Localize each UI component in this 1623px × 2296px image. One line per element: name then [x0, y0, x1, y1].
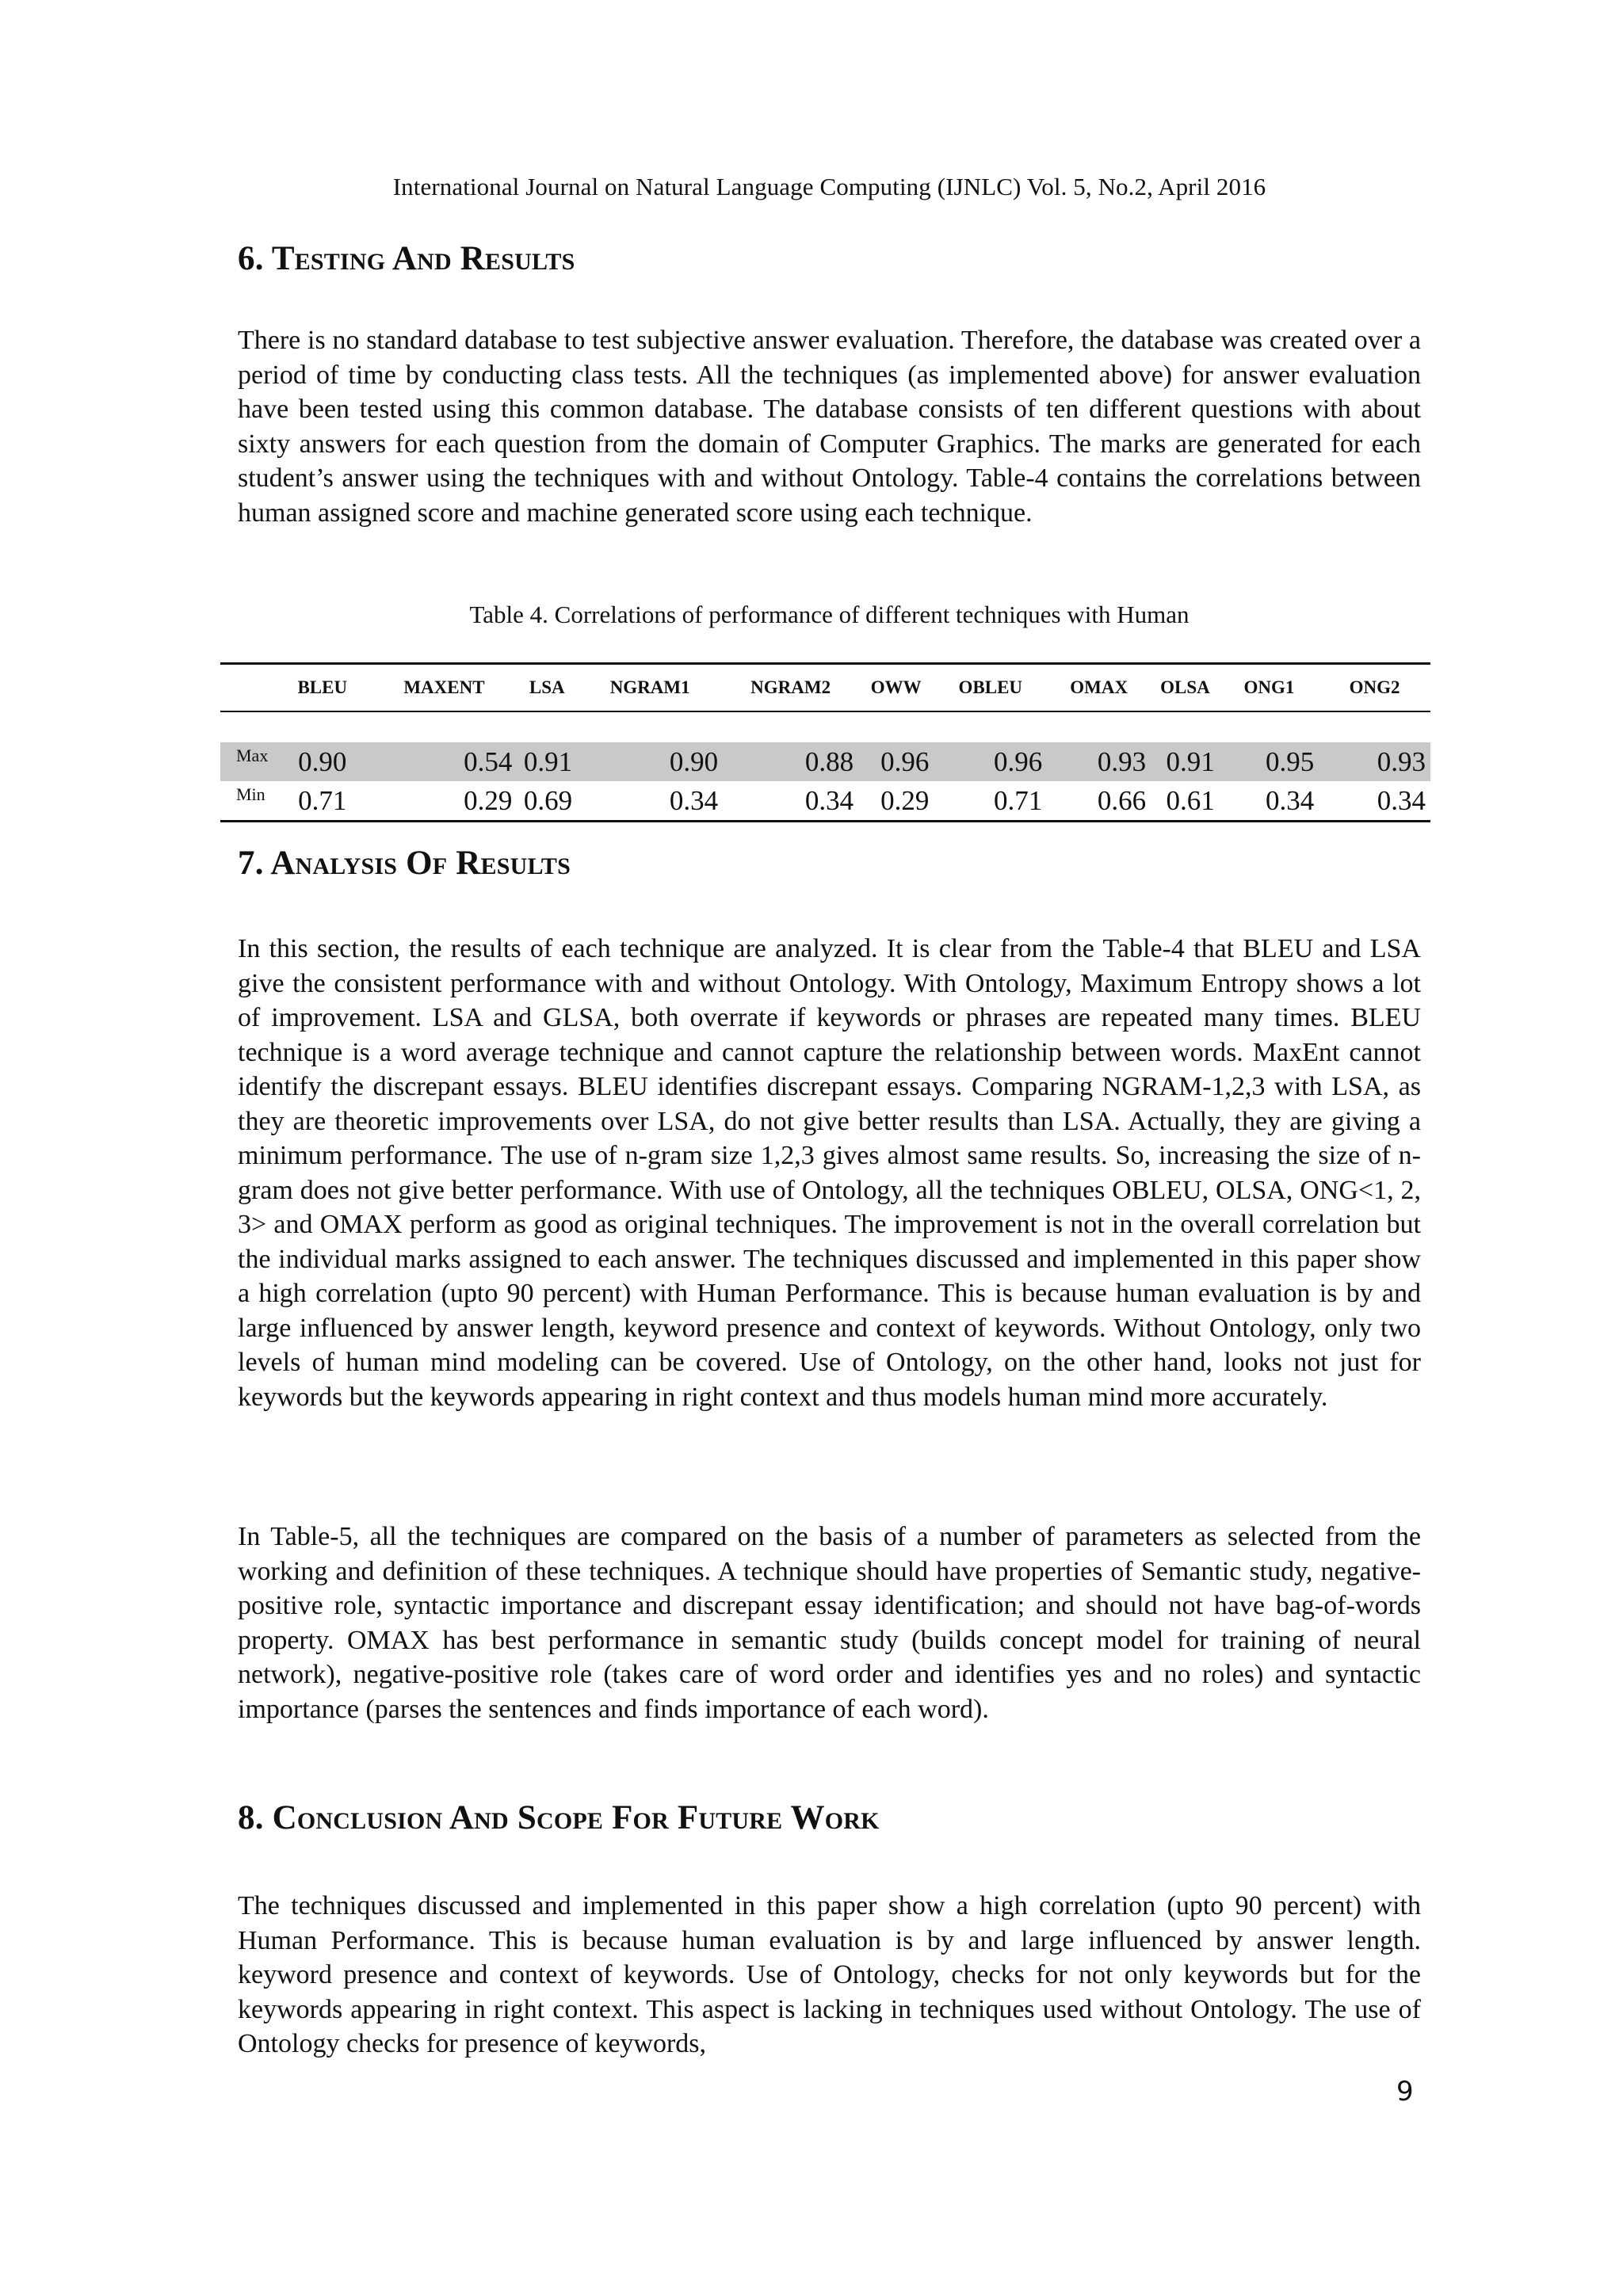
table-cell: 0.34	[669, 784, 719, 816]
section-heading-testing: 6. Testing And Results	[238, 240, 575, 277]
table-cell: 0.90	[273, 742, 371, 781]
table-cell: 0.34	[1377, 784, 1426, 816]
table-4	[220, 662, 1430, 822]
table-row-max	[220, 742, 1430, 781]
page-number: 9	[1396, 2076, 1414, 2107]
table-row-min	[220, 781, 1430, 820]
column-header: NGRAM1	[609, 677, 690, 697]
section-heading-analysis: 7. Analysis Of Results	[238, 845, 571, 882]
column-header: OWW	[870, 677, 922, 697]
table-cell: 0.54	[371, 742, 517, 781]
table-cell: 0.29	[880, 784, 930, 816]
paragraph-conclusion: The techniques discussed and implemented in this paper show a high correlation (upto 90 percent) with Human Performance. This is because human evaluation is by and large influenced by answer length. keyword presence and context of keywords. Use of Ontology, checks for not only keywords but for the keywords appearing in right context. This aspect is lacking in techniques used without Ontology. The use of Ontology checks for presence of keywords,	[238, 1891, 1421, 2058]
table-cell: 0.69	[523, 784, 573, 816]
column-header: OMAX	[1070, 677, 1128, 697]
table-cell: 0.29	[464, 784, 513, 816]
column-header: ONG2	[1349, 677, 1400, 697]
table-cell: 0.96	[934, 742, 1047, 781]
table-cell: 0.71	[298, 784, 347, 816]
table-cell: 0.96	[858, 742, 934, 781]
table-cell: 0.34	[1265, 784, 1315, 816]
column-header: OBLEU	[958, 677, 1023, 697]
table-bottom-rule	[220, 820, 1430, 822]
table-cell: 0.90	[577, 742, 723, 781]
paragraph-testing: There is no standard database to test subjective answer evaluation. Therefore, the database was created over a period of time by conducting class tests. All the techniques (as implemented above) for answer evaluation have been tested using this common database. The database consists of ten different questions with about sixty answers for each question from the domain of Computer Graphics. The marks are generated for each student’s answer using the techniques with and without Ontology. Table-4 contains the correlations between human assigned score and machine generated score using each technique.	[238, 326, 1421, 528]
table-header-rule	[220, 711, 1430, 712]
row-label: Max	[220, 742, 273, 781]
running-head: International Journal on Natural Language Computing (IJNLC) Vol. 5, No.2, April 2016	[392, 173, 1266, 200]
column-header: NGRAM2	[750, 677, 831, 697]
table-cell: 0.34	[804, 784, 854, 816]
paragraph-analysis-1: In this section, the results of each technique are analyzed. It is clear from the Table-4 that BLEU and LSA give the consistent performance with and without Ontology. With Ontology, Maximum Entropy shows a lot of improvement. LSA and GLSA, both overrate if keywords or phrases are repeated many times. BLEU technique is a word average technique and cannot capture the relationship between words. MaxEnt cannot identify the discrepant essays. BLEU identifies discrepant essays. Comparing NGRAM-1,2,3 with LSA, as they are theoretic improvements over LSA, do not give better results than LSA. Actually, they are giving a minimum performance. The use of n-gram size 1,2,3 gives almost same results. So, increasing the size of n-gram does not give better performance. With use of Ontology, all the techniques OBLEU, OLSA, ONG<1, 2, 3> and OMAX perform as good as original techniques. The improvement is not in the overall correlation but the individual marks assigned to each answer. The techniques discussed and implemented in this paper show a high correlation (upto 90 percent) with Human Performance. This is because human evaluation is by and large influenced by answer length, keyword presence and context of keywords. Without Ontology, only two levels of human mind modeling can be covered. Use of Ontology, on the other hand, looks not just for keywords but the keywords appearing in right context and thus models human mind more accurately.	[238, 934, 1421, 1412]
table-cell: 0.61	[1166, 784, 1215, 816]
table-cell: 0.66	[1097, 784, 1147, 816]
table-cell: 0.95	[1220, 742, 1319, 781]
table-header-row	[220, 665, 1430, 711]
table-cell: 0.91	[517, 742, 577, 781]
table-cell: 0.91	[1151, 742, 1220, 781]
correlation-table	[220, 665, 1430, 820]
column-header: ONG1	[1243, 677, 1295, 697]
table-4-caption: Table 4. Correlations of performance of different techniques with Human	[469, 601, 1190, 628]
column-header: LSA	[529, 677, 565, 697]
table-cell: 0.93	[1319, 742, 1430, 781]
column-header: BLEU	[297, 677, 348, 697]
paragraph-analysis-2: In Table-5, all the techniques are compared on the basis of a number of parameters as selected from the working and definition of these techniques. A technique should have properties of Semantic study, negative-positive role, syntactic importance and discrepant essay identification; and should not have bag-of-words property. OMAX has best performance in semantic study (builds concept model for training of neural network), negative-positive role (takes care of word order and identifies yes and no roles) and syntactic importance (parses the sentences and finds importance of each word).	[238, 1522, 1421, 1724]
header-corner	[220, 665, 273, 711]
row-label: Min	[236, 784, 265, 804]
table-cell: 0.88	[723, 742, 858, 781]
column-header: OLSA	[1160, 677, 1210, 697]
table-cell: 0.93	[1047, 742, 1151, 781]
section-heading-conclusion: 8. Conclusion And Scope For Future Work	[238, 1799, 880, 1836]
table-cell: 0.71	[993, 784, 1043, 816]
column-header: MAXENT	[403, 677, 485, 697]
